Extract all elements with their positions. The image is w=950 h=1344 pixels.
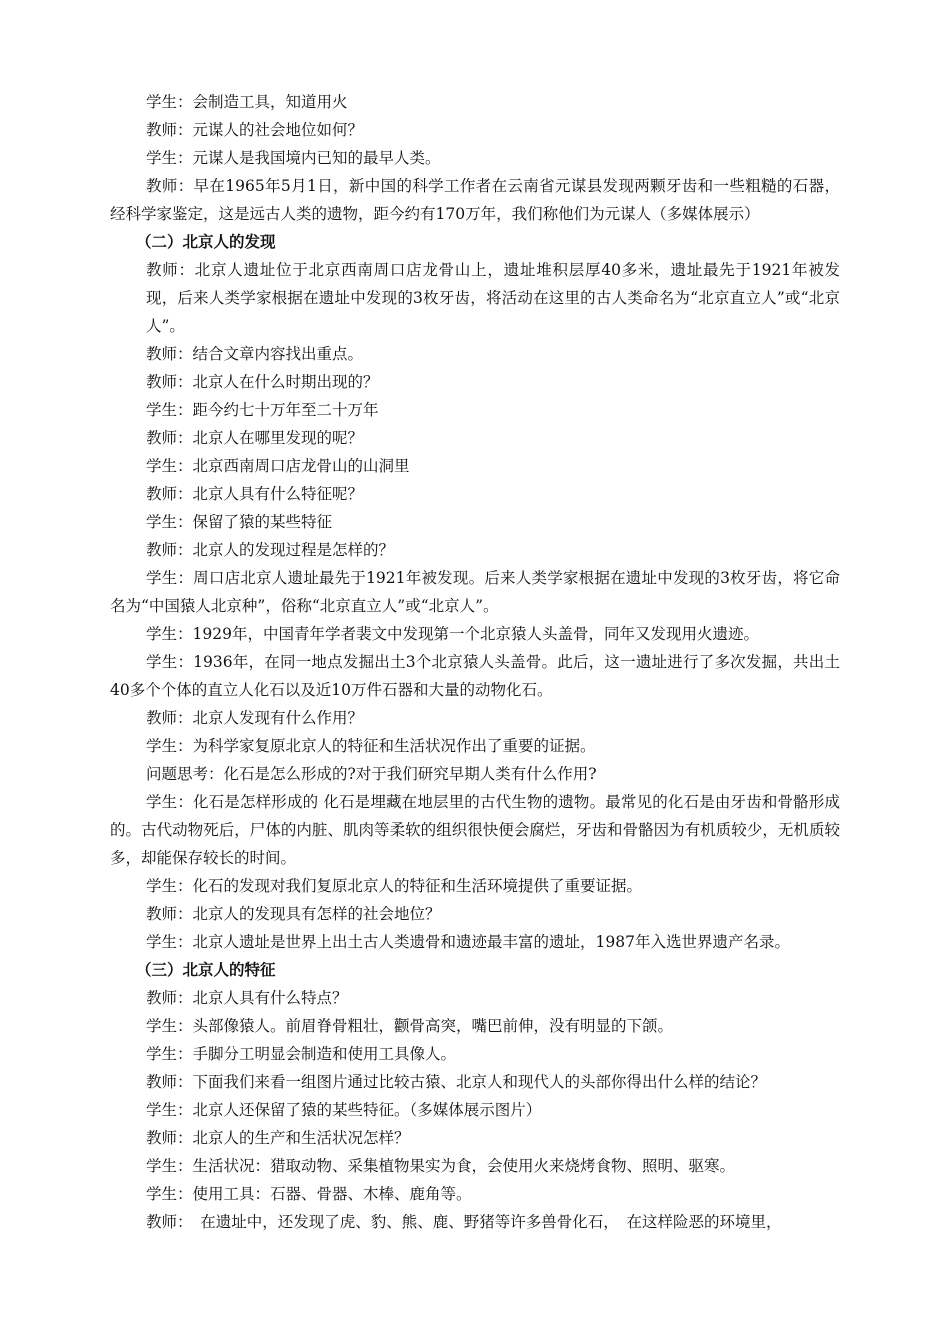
- paragraph: 学生：距今约七十万年至二十万年: [146, 401, 379, 419]
- paragraph: 教师：北京人发现有什么作用？: [146, 709, 364, 727]
- paragraph: 学生：北京西南周口店龙骨山的山洞里: [146, 457, 410, 475]
- paragraph: 学生：周口店北京人遗址最先于1921年被发现。后来人类学家根据在遗址中发现的3枚牙齿，将它命名为“中国猿人北京种”，俗称“北京直立人”或“北京人”。: [110, 569, 840, 615]
- section-heading: （二）北京人的发现: [136, 233, 276, 251]
- paragraph: 教师：下面我们来看一组图片通过比较古猿、北京人和现代人的头部你得出什么样的结论？: [146, 1073, 767, 1091]
- paragraph: 学生：保留了猿的某些特征: [146, 513, 333, 531]
- paragraph: 教师：元谋人的社会地位如何？: [146, 121, 364, 139]
- paragraph: 教师：北京人的发现过程是怎样的？: [146, 541, 395, 559]
- paragraph: 教师：早在1965年5月1日，新中国的科学工作者在云南省元谋县发现两颗牙齿和一些粗糙的石器，经科学家鉴定，这是远古人类的遗物，距今约有170万年，我们称他们为元谋人（多媒体展示）: [110, 177, 840, 223]
- paragraph: 学生：北京人还保留了猿的某些特征。（多媒体展示图片）: [146, 1101, 542, 1119]
- paragraph: 教师：北京人的发现具有怎样的社会地位？: [146, 905, 441, 923]
- paragraph: 学生：北京人遗址是世界上出土古人类遗骨和遗迹最丰富的遗址，1987年入选世界遗产名录。: [146, 933, 790, 951]
- paragraph: 学生：生活状况：猎取动物、采集植物果实为食，会使用火来烧烤食物、照明、驱寒。: [146, 1157, 736, 1175]
- paragraph: 教师：北京人遗址位于北京西南周口店龙骨山上，遗址堆积层厚40多米，遗址最先于1921年被发现，后来人类学家根据在遗址中发现的3枚牙齿，将活动在这里的古人类命名为“北京直立人”或“北京人”。: [146, 261, 840, 335]
- paragraph: 学生：1936年，在同一地点发掘出土3个北京猿人头盖骨。此后，这一遗址进行了多次发掘，共出土40多个个体的直立人化石以及近10万件石器和大量的动物化石。: [110, 653, 840, 699]
- document-body: [110, 88, 840, 1236]
- paragraph: 教师：北京人具有什么特征呢？: [146, 485, 364, 503]
- section-heading: （三）北京人的特征: [136, 961, 276, 979]
- paragraph: 教师：北京人在什么时期出现的？: [146, 373, 379, 391]
- paragraph: 教师： 在遗址中，还发现了虎、豹、熊、鹿、野猪等许多兽骨化石， 在这样险恶的环境里，: [146, 1213, 782, 1231]
- paragraph: 教师：北京人在哪里发现的呢？: [146, 429, 364, 447]
- paragraph: 学生：化石的发现对我们复原北京人的特征和生活环境提供了重要证据。: [146, 877, 643, 895]
- paragraph: 教师：结合文章内容找出重点。: [146, 345, 364, 363]
- paragraph: 学生：使用工具：石器、骨器、木棒、鹿角等。: [146, 1185, 472, 1203]
- paragraph: 学生：手脚分工明显会制造和使用工具像人。: [146, 1045, 457, 1063]
- paragraph: 教师：北京人的生产和生活状况怎样？: [146, 1129, 410, 1147]
- paragraph: 学生：头部像猿人。前眉脊骨粗壮，颧骨高突，嘴巴前伸，没有明显的下颌。: [146, 1017, 674, 1035]
- paragraph: 问题思考：化石是怎么形成的?对于我们研究早期人类有什么作用?: [146, 765, 597, 783]
- paragraph: 学生：元谋人是我国境内已知的最早人类。: [146, 149, 441, 167]
- paragraph: 学生：为科学家复原北京人的特征和生活状况作出了重要的证据。: [146, 737, 596, 755]
- paragraph: 教师：北京人具有什么特点？: [146, 989, 348, 1007]
- paragraph: 学生：化石是怎样形成的 化石是埋藏在地层里的古代生物的遗物。最常见的化石是由牙齿和骨骼形成的。古代动物死后，尸体的内脏、肌肉等柔软的组织很快便会腐烂，牙齿和骨骼因为有机质较少，无机质较多，却能保存较长的时间。: [110, 793, 840, 867]
- paragraph: 学生：1929年，中国青年学者裴文中发现第一个北京猿人头盖骨，同年又发现用火遗迹。: [146, 625, 759, 643]
- paragraph: 学生：会制造工具，知道用火: [146, 93, 348, 111]
